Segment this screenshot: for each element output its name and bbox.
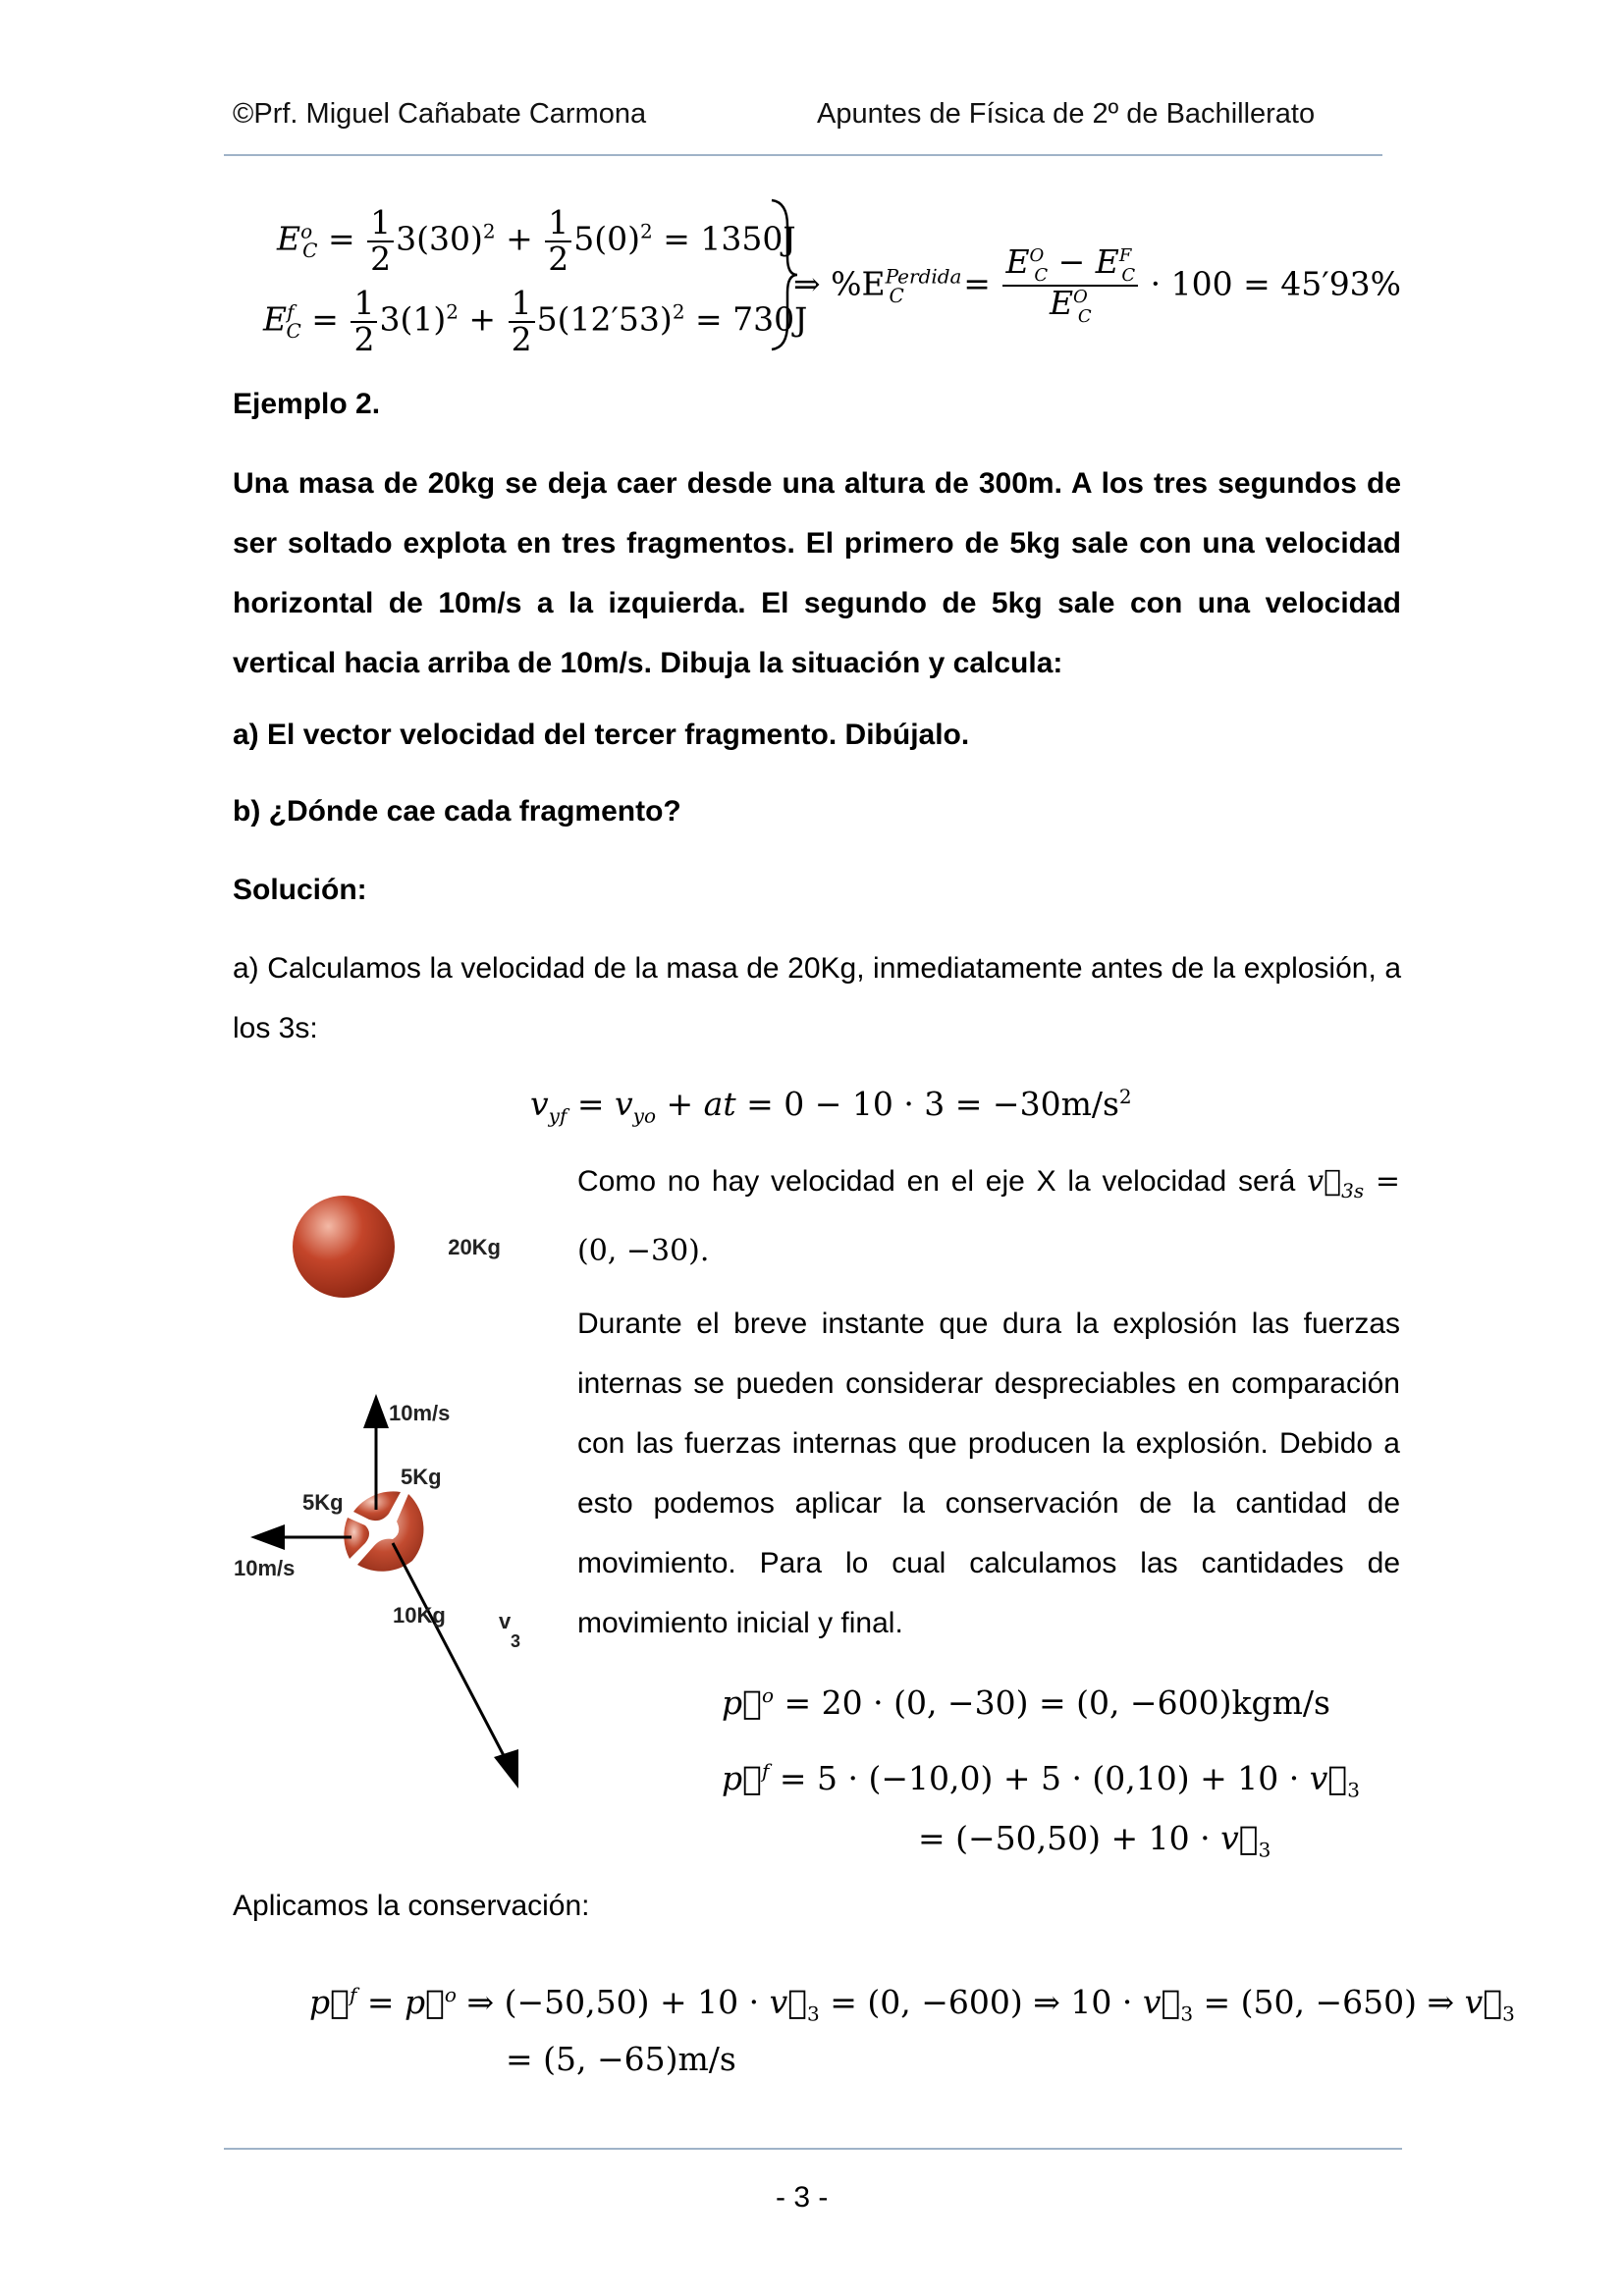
header-author: ©Prf. Miguel Cañabate Carmona (233, 98, 647, 130)
left-mass-label: 5Kg (302, 1490, 344, 1515)
question-a: a) El vector velocidad del tercer fragmento. Dibújalo. (233, 719, 970, 751)
explosion-diagram (216, 1148, 569, 1816)
eq-ec-final: $E^f_C$ = $\frac{1}{2}$ $3(1)^2$ + $\frac{1}{2}$ $5(12'53)^2 = 730J$ (263, 284, 808, 358)
header-title: Apuntes de Física de 2º de Bachillerato (817, 98, 1316, 130)
eq-ec-initial: $E^o_C$ = $\frac{1}{2}$ $3(30)^2$ + $\frac{1}{2}$ $5(0)^2 = 1350J$ (277, 203, 796, 278)
eq-vyf: $v_{yf} = v_{yo}$ + at = $0 - 10 \cdot 3 = -30m/s^2$ (530, 1085, 1132, 1128)
left-speed-label: 10m/s (234, 1556, 296, 1580)
eq-percent-lost: ⇒ $\%E^{Perdida}_C$ = $\frac{E^O_C - E^F_C}{E^O_C}$ · 100 = 45′93% (793, 242, 1402, 328)
mass-20kg-sphere (293, 1196, 395, 1298)
up-speed-label: 10m/s (389, 1401, 451, 1425)
eq-final-1: p⃗$^f$ = p⃗$^o$ ⇒ $(-50,50) + 10 \cdot v⃗_3 = (0$, −600) ⇒ $10 \cdot v⃗_3 = (50$, −650) ⇒ $v⃗_3$ (309, 1983, 1515, 2026)
solution-intro: a) Calculamos la velocidad de la masa de 20Kg, inmediatamente antes de la explosión, a los 3s: (233, 952, 1401, 1044)
eq-final-2: = (5, −65)m/s (506, 2040, 736, 2078)
bottom-mass-label: 10Kg (393, 1603, 446, 1628)
eq-p-final-1: p⃗$^f$ = $5 \cdot (-10,0) + 5 \cdot (0,10) + 10 \cdot v⃗_3$ (722, 1759, 1360, 1802)
example-statement: Una masa de 20kg se deja caer desde una altura de 300m. A los tres segundos de ser soltado explota en tres fragmentos. El primero de 5kg sale con una velocidad horizontal de 10m/s a la izquierda. El segundo de 5kg sale con una velocidad vertical hacia arriba de 10m/s. Dibuja la situación y calcula: (233, 467, 1401, 679)
fragments (344, 1491, 423, 1571)
explosion-paragraph: Durante el breve instante que dura la explosión las fuerzas internas se pueden considerar despreciables en comparación con las fuerzas internas que producen la explosión. Debido a esto podemos aplicar la conservación de la cantidad de movimiento. Para lo cual calculamos las cantidades de movimiento inicial y final. (577, 1308, 1400, 1639)
header-divider (224, 154, 1382, 156)
mass-20kg-label: 20Kg (448, 1235, 501, 1259)
question-b: b) ¿Dónde cae cada fragmento? (233, 795, 681, 828)
no-velocity-paragraph: Como no hay velocidad en el eje X la velocidad será $v⃗_{3s} = (0$, −30). (577, 1164, 1400, 1268)
v3-subscript: 3 (511, 1631, 521, 1651)
eq-p-initial: p⃗$^o$ = 20 · (0, −30) = (0, −600)kgm/s (722, 1683, 1330, 1722)
v3-arrow-shaft (393, 1543, 509, 1765)
example-title: Ejemplo 2. (233, 388, 381, 420)
apply-conservation-text: Aplicamos la conservación: (233, 1890, 590, 1922)
v3-arrow-head (494, 1749, 518, 1789)
v3-label: v (499, 1609, 512, 1633)
up-mass-label: 5Kg (401, 1465, 442, 1489)
eq-p-final-2: = $(-50,50) + 10 \cdot v⃗_3$ (918, 1819, 1271, 1862)
footer-divider (224, 2148, 1402, 2150)
page-number: - 3 - (776, 2181, 829, 2214)
left-arrow-head (250, 1524, 285, 1550)
up-arrow-head (363, 1394, 389, 1428)
solution-title: Solución: (233, 874, 367, 906)
